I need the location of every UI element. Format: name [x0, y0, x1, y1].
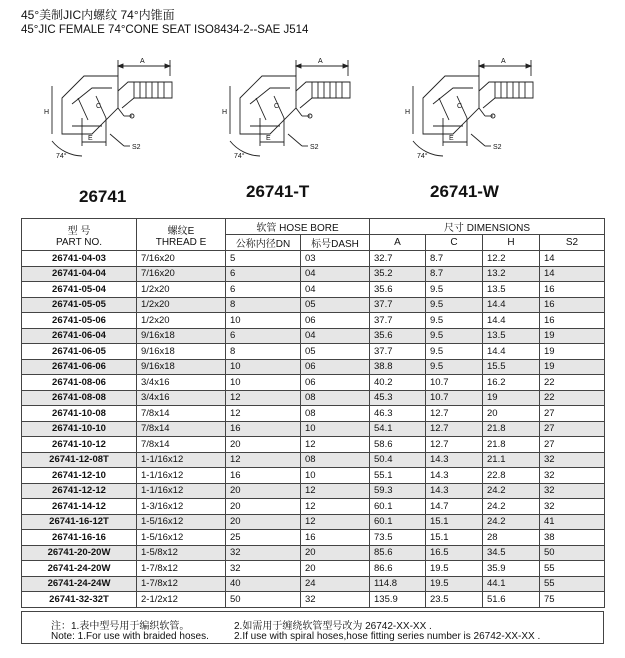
dn-cell: 12: [226, 390, 301, 406]
thread-header-en: THREAD E: [155, 236, 207, 248]
thread-cell: 1-5/8x12: [137, 545, 226, 561]
table-row: [22, 545, 605, 561]
dim-c-cell: 10.7: [426, 390, 483, 406]
dash-cell: 08: [301, 452, 370, 468]
dim-a-cell: 135.9: [370, 592, 426, 608]
dim-c-label: C: [274, 103, 280, 110]
table-row: [22, 390, 605, 406]
dash-cell: 16: [301, 530, 370, 546]
dim-a-cell: 35.6: [370, 282, 426, 298]
dn-cell: 20: [226, 437, 301, 453]
dash-cell: 04: [301, 328, 370, 344]
dim-c-cell: 9.5: [426, 344, 483, 360]
dash-cell: 06: [301, 313, 370, 329]
dn-cell: 8: [226, 344, 301, 360]
dim-a-cell: 37.7: [370, 313, 426, 329]
table-row: [22, 251, 605, 267]
dash-cell: 24: [301, 576, 370, 592]
dim-h-cell: 13.2: [483, 266, 540, 282]
dim-c-cell: 12.7: [426, 421, 483, 437]
dim-a-cell: 55.1: [370, 468, 426, 484]
dim-h-cell: 13.5: [483, 328, 540, 344]
dim-c-cell: 23.5: [426, 592, 483, 608]
dn-cell: 6: [226, 328, 301, 344]
dim-c-cell: 14.3: [426, 483, 483, 499]
thread-cell: 1-1/16x12: [137, 483, 226, 499]
dn-cell: 50: [226, 592, 301, 608]
dim-c-cell: 19.5: [426, 576, 483, 592]
dim-h-cell: 24.2: [483, 514, 540, 530]
dim-h-cell: 14.4: [483, 313, 540, 329]
part-no-header: [22, 219, 137, 251]
table-row: [22, 266, 605, 282]
dim-c-cell: 8.7: [426, 251, 483, 267]
part-no-cell: 26741-06-06: [22, 359, 137, 375]
dim-c-cell: 14.3: [426, 468, 483, 484]
dash-header: 标号DASH: [301, 235, 370, 251]
dim-a-cell: 60.1: [370, 514, 426, 530]
table-row: [22, 468, 605, 484]
dim-a-cell: 40.2: [370, 375, 426, 391]
dim-s2-cell: 19: [540, 328, 605, 344]
dim-h-cell: 51.6: [483, 592, 540, 608]
a-header: A: [370, 235, 426, 251]
thread-cell: 1-7/8x12: [137, 576, 226, 592]
table-row: [22, 344, 605, 360]
dim-a-cell: 45.3: [370, 390, 426, 406]
dash-cell: 05: [301, 344, 370, 360]
table-row: [22, 452, 605, 468]
dash-cell: 10: [301, 468, 370, 484]
note-2-cn: 2.如需用于缠绕软管型号改为 26742-XX-XX .: [234, 621, 432, 632]
thread-cell: 7/8x14: [137, 421, 226, 437]
s2-header: S2: [540, 235, 605, 251]
table-row: [22, 483, 605, 499]
note-1-cn: 注：1.表中型号用于编织软管。: [51, 621, 190, 632]
dim-c-label: C: [96, 103, 102, 110]
dim-h-label: H: [405, 109, 411, 116]
dim-s2-cell: 27: [540, 406, 605, 422]
thread-cell: 1-3/16x12: [137, 499, 226, 515]
fitting-drawing-26741-T: [200, 46, 390, 164]
thread-cell: 1-5/16x12: [137, 530, 226, 546]
dim-a-label: A: [140, 58, 145, 65]
part-no-cell: 26741-08-08: [22, 390, 137, 406]
title-english: 45°JIC FEMALE 74°CONE SEAT ISO8434-2--SAE J514: [21, 24, 309, 36]
part-no-cell: 26741-04-03: [22, 251, 137, 267]
spec-table: [21, 218, 605, 608]
dash-cell: 05: [301, 297, 370, 313]
part-no-cell: 26741-04-04: [22, 266, 137, 282]
dim-c-cell: 14.3: [426, 452, 483, 468]
table-row: [22, 530, 605, 546]
dn-cell: 20: [226, 483, 301, 499]
dim-a-cell: 35.2: [370, 266, 426, 282]
dim-a-cell: 58.6: [370, 437, 426, 453]
part-no-cell: 26741-12-10: [22, 468, 137, 484]
model-label-26741: 26741: [79, 187, 127, 206]
dim-h-cell: 22.8: [483, 468, 540, 484]
dash-cell: 20: [301, 561, 370, 577]
dn-cell: 12: [226, 406, 301, 422]
table-row: [22, 514, 605, 530]
dim-c-cell: 9.5: [426, 328, 483, 344]
thread-cell: 2-1/2x12: [137, 592, 226, 608]
dim-h-cell: 12.2: [483, 251, 540, 267]
dim-a-cell: 32.7: [370, 251, 426, 267]
dim-a-cell: 35.6: [370, 328, 426, 344]
part-no-cell: 26741-12-12: [22, 483, 137, 499]
part-no-cell: 26741-20-20W: [22, 545, 137, 561]
dim-a-label: A: [318, 58, 323, 65]
dim-c-cell: 9.5: [426, 297, 483, 313]
dash-cell: 10: [301, 421, 370, 437]
dn-cell: 6: [226, 282, 301, 298]
dash-cell: 32: [301, 592, 370, 608]
thread-header-cn: 螺纹E: [167, 225, 195, 237]
table-row: [22, 406, 605, 422]
dim-c-cell: 15.1: [426, 514, 483, 530]
dn-cell: 10: [226, 375, 301, 391]
dim-a-cell: 37.7: [370, 344, 426, 360]
fitting-drawing-svg: [383, 46, 573, 164]
dn-cell: 10: [226, 313, 301, 329]
dim-h-label: H: [44, 109, 50, 116]
dn-cell: 10: [226, 359, 301, 375]
table-row: [22, 328, 605, 344]
model-label-26741-W: 26741-W: [430, 182, 499, 201]
dim-s2-label: S2: [310, 144, 319, 151]
dim-a-cell: 38.8: [370, 359, 426, 375]
dim-a-cell: 59.3: [370, 483, 426, 499]
thread-cell: 1-1/16x12: [137, 468, 226, 484]
dim-h-cell: 21.8: [483, 421, 540, 437]
dim-c-label: C: [457, 103, 463, 110]
dn-header: 公称内径DN: [226, 235, 301, 251]
dash-cell: 20: [301, 545, 370, 561]
dim-s2-cell: 27: [540, 437, 605, 453]
dash-cell: 06: [301, 375, 370, 391]
table-row: [22, 282, 605, 298]
dim-s2-cell: 55: [540, 576, 605, 592]
dim-s2-cell: 22: [540, 375, 605, 391]
fitting-drawing-26741-W: [383, 46, 573, 164]
note-1-en: Note: 1.For use with braided hoses.: [51, 631, 209, 642]
thread-cell: 1-7/8x12: [137, 561, 226, 577]
dim-a-cell: 46.3: [370, 406, 426, 422]
part-no-cell: 26741-16-12T: [22, 514, 137, 530]
dash-cell: 12: [301, 483, 370, 499]
dim-s2-cell: 32: [540, 499, 605, 515]
hose-bore-header: 软管 HOSE BORE: [226, 219, 370, 235]
thread-cell: 1-1/16x12: [137, 452, 226, 468]
dim-h-cell: 19: [483, 390, 540, 406]
dim-e-label: E: [266, 135, 271, 142]
dim-a-cell: 86.6: [370, 561, 426, 577]
dim-c-cell: 15.1: [426, 530, 483, 546]
thread-cell: 9/16x18: [137, 328, 226, 344]
dim-a-cell: 37.7: [370, 297, 426, 313]
dim-c-cell: 12.7: [426, 437, 483, 453]
dim-h-cell: 24.2: [483, 483, 540, 499]
dim-s2-cell: 16: [540, 313, 605, 329]
part-no-cell: 26741-10-08: [22, 406, 137, 422]
dash-cell: 08: [301, 390, 370, 406]
thread-cell: 9/16x18: [137, 344, 226, 360]
dn-cell: 5: [226, 251, 301, 267]
thread-cell: 1-5/16x12: [137, 514, 226, 530]
dim-h-label: H: [222, 109, 228, 116]
dash-cell: 04: [301, 266, 370, 282]
note-2-en: 2.If use with spiral hoses,hose fitting series number is 26742-XX-XX .: [234, 631, 541, 642]
dash-cell: 03: [301, 251, 370, 267]
part-no-cell: 26741-16-16: [22, 530, 137, 546]
thread-header: [137, 219, 226, 251]
dim-h-cell: 44.1: [483, 576, 540, 592]
dim-s2-cell: 75: [540, 592, 605, 608]
fitting-drawing-svg: [200, 46, 390, 164]
part-no-cell: 26741-05-04: [22, 282, 137, 298]
thread-cell: 7/8x14: [137, 406, 226, 422]
dim-h-cell: 34.5: [483, 545, 540, 561]
dn-cell: 12: [226, 452, 301, 468]
fitting-drawing-svg: [22, 46, 212, 164]
dn-cell: 32: [226, 561, 301, 577]
dash-cell: 12: [301, 514, 370, 530]
thread-cell: 7/16x20: [137, 251, 226, 267]
dim-h-cell: 21.1: [483, 452, 540, 468]
table-row: [22, 421, 605, 437]
dim-e-label: E: [449, 135, 454, 142]
dim-s2-cell: 27: [540, 421, 605, 437]
dash-cell: 06: [301, 359, 370, 375]
dim-h-cell: 35.9: [483, 561, 540, 577]
table-row: [22, 576, 605, 592]
dim-a-label: A: [501, 58, 506, 65]
dim-a-cell: 60.1: [370, 499, 426, 515]
dim-h-cell: 21.8: [483, 437, 540, 453]
dim-c-cell: 9.5: [426, 282, 483, 298]
part-no-cell: 26741-05-05: [22, 297, 137, 313]
dn-cell: 40: [226, 576, 301, 592]
dim-c-cell: 9.5: [426, 359, 483, 375]
dim-a-cell: 54.1: [370, 421, 426, 437]
dim-c-cell: 19.5: [426, 561, 483, 577]
dim-s2-cell: 32: [540, 452, 605, 468]
dim-s2-label: S2: [493, 144, 502, 151]
table-row: [22, 561, 605, 577]
dim-s2-cell: 38: [540, 530, 605, 546]
dim-h-cell: 16.2: [483, 375, 540, 391]
dn-cell: 6: [226, 266, 301, 282]
part-no-cell: 26741-24-24W: [22, 576, 137, 592]
table-row: [22, 313, 605, 329]
dim-s2-cell: 14: [540, 266, 605, 282]
part-no-cell: 26741-14-12: [22, 499, 137, 515]
dim-s2-label: S2: [132, 144, 141, 151]
dim-c-cell: 16.5: [426, 545, 483, 561]
dash-cell: 12: [301, 437, 370, 453]
part-no-cell: 26741-05-06: [22, 313, 137, 329]
dash-cell: 12: [301, 499, 370, 515]
dim-h-cell: 13.5: [483, 282, 540, 298]
dim-s2-cell: 16: [540, 282, 605, 298]
table-row: [22, 375, 605, 391]
dn-cell: 20: [226, 514, 301, 530]
thread-cell: 1/2x20: [137, 313, 226, 329]
thread-cell: 3/4x16: [137, 375, 226, 391]
dim-s2-cell: 55: [540, 561, 605, 577]
dim-h-cell: 24.2: [483, 499, 540, 515]
dim-s2-cell: 16: [540, 297, 605, 313]
thread-cell: 7/8x14: [137, 437, 226, 453]
dim-h-cell: 15.5: [483, 359, 540, 375]
dim-h-cell: 28: [483, 530, 540, 546]
part-no-cell: 26741-08-06: [22, 375, 137, 391]
dn-cell: 16: [226, 468, 301, 484]
dim-a-cell: 50.4: [370, 452, 426, 468]
dim-s2-cell: 14: [540, 251, 605, 267]
table-row: [22, 359, 605, 375]
part-no-cell: 26741-06-04: [22, 328, 137, 344]
dim-c-cell: 10.7: [426, 375, 483, 391]
dn-cell: 32: [226, 545, 301, 561]
part-no-header-cn: 型 号: [67, 225, 91, 237]
dim-s2-cell: 32: [540, 468, 605, 484]
spec-table-body: [22, 251, 605, 608]
dim-a-cell: 73.5: [370, 530, 426, 546]
thread-cell: 7/16x20: [137, 266, 226, 282]
dash-cell: 04: [301, 282, 370, 298]
notes-box: [21, 611, 604, 644]
part-no-cell: 26741-32-32T: [22, 592, 137, 608]
part-no-header-en: PART NO.: [55, 236, 103, 248]
dim-h-cell: 14.4: [483, 344, 540, 360]
part-no-cell: 26741-24-20W: [22, 561, 137, 577]
dim-h-cell: 14.4: [483, 297, 540, 313]
c-header: C: [426, 235, 483, 251]
dim-s2-cell: 22: [540, 390, 605, 406]
h-header: H: [483, 235, 540, 251]
title-chinese: 45°美制JIC内螺纹 74°内锥面: [21, 8, 175, 22]
dn-cell: 16: [226, 421, 301, 437]
table-row: [22, 592, 605, 608]
angle-label: 74°: [234, 153, 245, 160]
dim-e-label: E: [88, 135, 93, 142]
dim-s2-cell: 32: [540, 483, 605, 499]
dn-cell: 25: [226, 530, 301, 546]
dim-h-cell: 20: [483, 406, 540, 422]
part-no-cell: 26741-12-08T: [22, 452, 137, 468]
angle-label: 74°: [417, 153, 428, 160]
thread-cell: 1/2x20: [137, 297, 226, 313]
dim-s2-cell: 19: [540, 344, 605, 360]
thread-cell: 3/4x16: [137, 390, 226, 406]
dim-s2-cell: 50: [540, 545, 605, 561]
part-no-cell: 26741-10-12: [22, 437, 137, 453]
table-row: [22, 499, 605, 515]
dim-c-cell: 12.7: [426, 406, 483, 422]
dim-c-cell: 8.7: [426, 266, 483, 282]
part-no-cell: 26741-06-05: [22, 344, 137, 360]
angle-label: 74°: [56, 153, 67, 160]
dn-cell: 20: [226, 499, 301, 515]
part-no-cell: 26741-10-10: [22, 421, 137, 437]
thread-cell: 9/16x18: [137, 359, 226, 375]
table-row: [22, 437, 605, 453]
dimensions-header: 尺寸 DIMENSIONS: [370, 219, 605, 235]
thread-cell: 1/2x20: [137, 282, 226, 298]
fitting-drawing-26741: [22, 46, 212, 164]
dim-s2-cell: 19: [540, 359, 605, 375]
table-row: [22, 297, 605, 313]
dash-cell: 08: [301, 406, 370, 422]
dim-a-cell: 114.8: [370, 576, 426, 592]
dim-c-cell: 14.7: [426, 499, 483, 515]
dim-a-cell: 85.6: [370, 545, 426, 561]
dim-s2-cell: 41: [540, 514, 605, 530]
dn-cell: 8: [226, 297, 301, 313]
model-label-26741-T: 26741-T: [246, 182, 310, 201]
dim-c-cell: 9.5: [426, 313, 483, 329]
